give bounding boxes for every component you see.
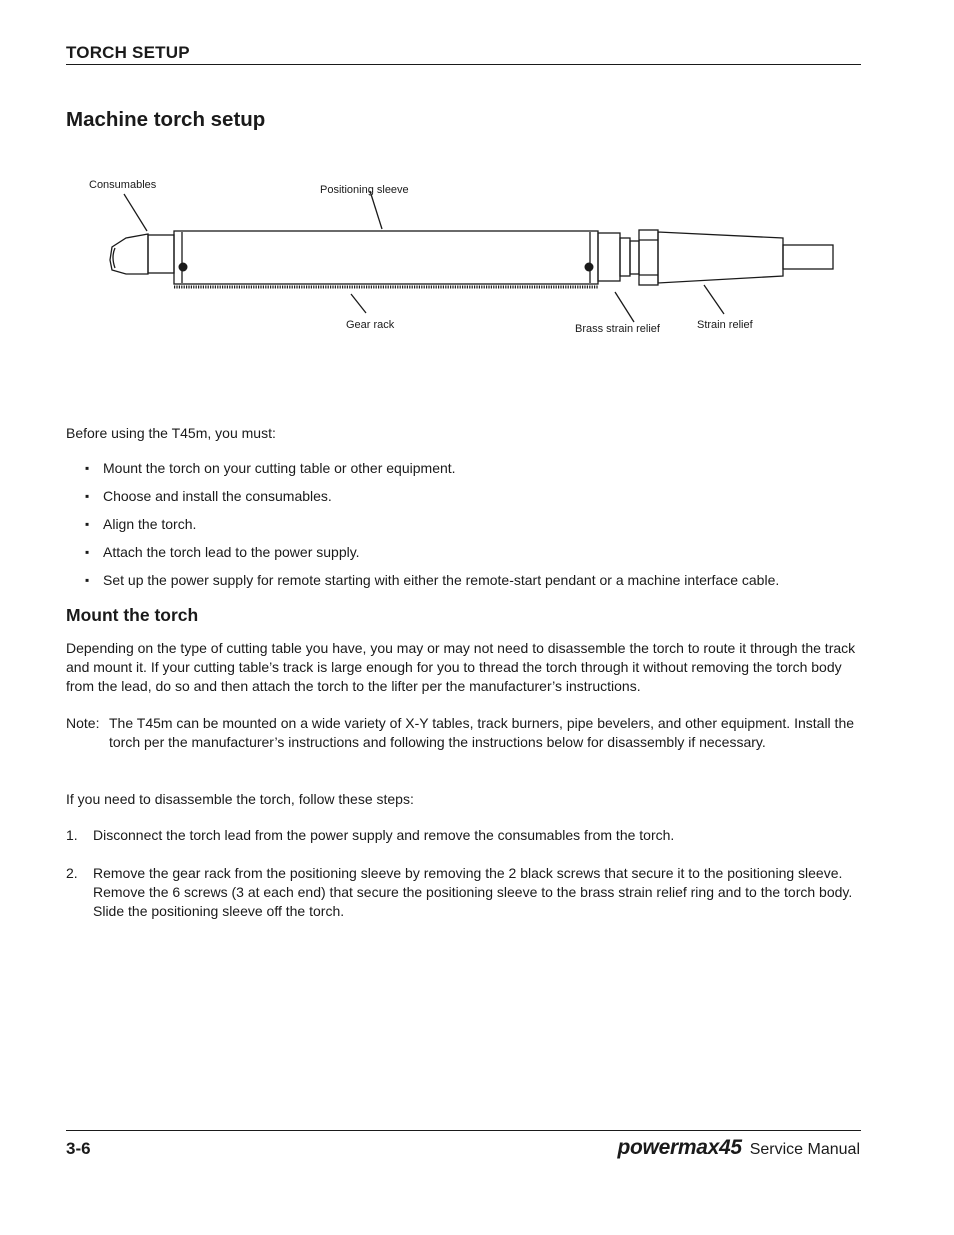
step-item bbox=[66, 864, 863, 921]
list-item-text: Mount the torch on your cutting table or other equipment. bbox=[103, 460, 456, 476]
screw-icon bbox=[179, 263, 188, 272]
bullet-icon: ▪ bbox=[85, 545, 90, 559]
label-consumables: Consumables bbox=[89, 179, 157, 191]
step-number: 1. bbox=[66, 827, 78, 843]
label-gear-rack: Gear rack bbox=[346, 319, 395, 331]
screw-icon bbox=[585, 263, 594, 272]
label-brass-strain-relief: Brass strain relief bbox=[575, 323, 660, 335]
brand-logo: powermax45 bbox=[617, 1136, 742, 1159]
label-strain-relief: Strain relief bbox=[697, 319, 753, 331]
list-item-text: Attach the torch lead to the power supply. bbox=[103, 544, 360, 560]
footer-brand bbox=[617, 1136, 860, 1160]
bullet-icon: ▪ bbox=[85, 461, 90, 475]
strain-relief-shape bbox=[658, 232, 783, 283]
list-item bbox=[66, 543, 866, 571]
positioning-sleeve-shape bbox=[174, 231, 598, 284]
page-number: 3-6 bbox=[66, 1139, 91, 1158]
subsection-title: Mount the torch bbox=[66, 605, 199, 625]
note-block bbox=[66, 714, 863, 752]
step-text: Remove the gear rack from the positioning sleeve by removing the 2 black screws that secure it to the positioning sleeve. Remove the 6 screws (3 at each end) that secure the positioning sleeve to the brass strain relief ring and to the torch body. Slide the positioning sleeve off the torch. bbox=[93, 865, 853, 919]
bullet-icon: ▪ bbox=[85, 573, 90, 587]
doc-title: Service Manual bbox=[749, 1141, 860, 1158]
list-item-text: Align the torch. bbox=[103, 516, 197, 532]
nut-shape bbox=[639, 230, 658, 285]
list-item bbox=[66, 571, 866, 599]
list-item-text: Set up the power supply for remote starting with either the remote-start pendant or a machine interface cable. bbox=[103, 572, 780, 588]
list-item bbox=[66, 515, 866, 543]
footer-divider bbox=[66, 1130, 861, 1131]
consumables-tip bbox=[113, 248, 115, 268]
bullet-icon: ▪ bbox=[85, 517, 90, 531]
torch-diagram bbox=[0, 160, 954, 350]
torch-lead-shape bbox=[783, 245, 833, 269]
mount-paragraph: Depending on the type of cutting table you have, you may or may not need to disassemble the torch to route it through the track and mount it. If your cutting table’s track is large enough for you to thread the torch through it without removing the torch body from the lead, do so and then attach the torch to the lifter per the manufacturer’s instructions. bbox=[66, 640, 856, 694]
list-item-text: Choose and install the consumables. bbox=[103, 488, 332, 504]
intro-text: Before using the T45m, you must: bbox=[66, 425, 276, 441]
header-divider bbox=[66, 64, 861, 65]
section-header: TORCH SETUP bbox=[66, 43, 190, 62]
label-positioning-sleeve: Positioning sleeve bbox=[320, 184, 409, 196]
bullet-icon: ▪ bbox=[85, 489, 90, 503]
consumables-shape bbox=[110, 234, 148, 274]
page-title: Machine torch setup bbox=[66, 108, 266, 131]
step-number: 2. bbox=[66, 865, 78, 881]
steps-intro: If you need to disassemble the torch, follow these steps: bbox=[66, 791, 414, 807]
step-text: Disconnect the torch lead from the power supply and remove the consumables from the torch. bbox=[93, 827, 675, 843]
note-text: The T45m can be mounted on a wide variety of X-Y tables, track burners, pipe bevelers, and other equipment. Install the torch per the manufacturer’s instructions and following the instructions below for disassembly if necessary. bbox=[109, 715, 855, 750]
step-item bbox=[66, 826, 863, 845]
list-item bbox=[66, 487, 866, 515]
torch-diagram-svg bbox=[0, 160, 954, 350]
list-item bbox=[66, 459, 866, 487]
note-label: Note: bbox=[66, 715, 100, 731]
torch-body-front bbox=[148, 235, 174, 273]
brass-strain-relief-shape bbox=[598, 233, 620, 281]
requirements-list bbox=[66, 459, 866, 599]
